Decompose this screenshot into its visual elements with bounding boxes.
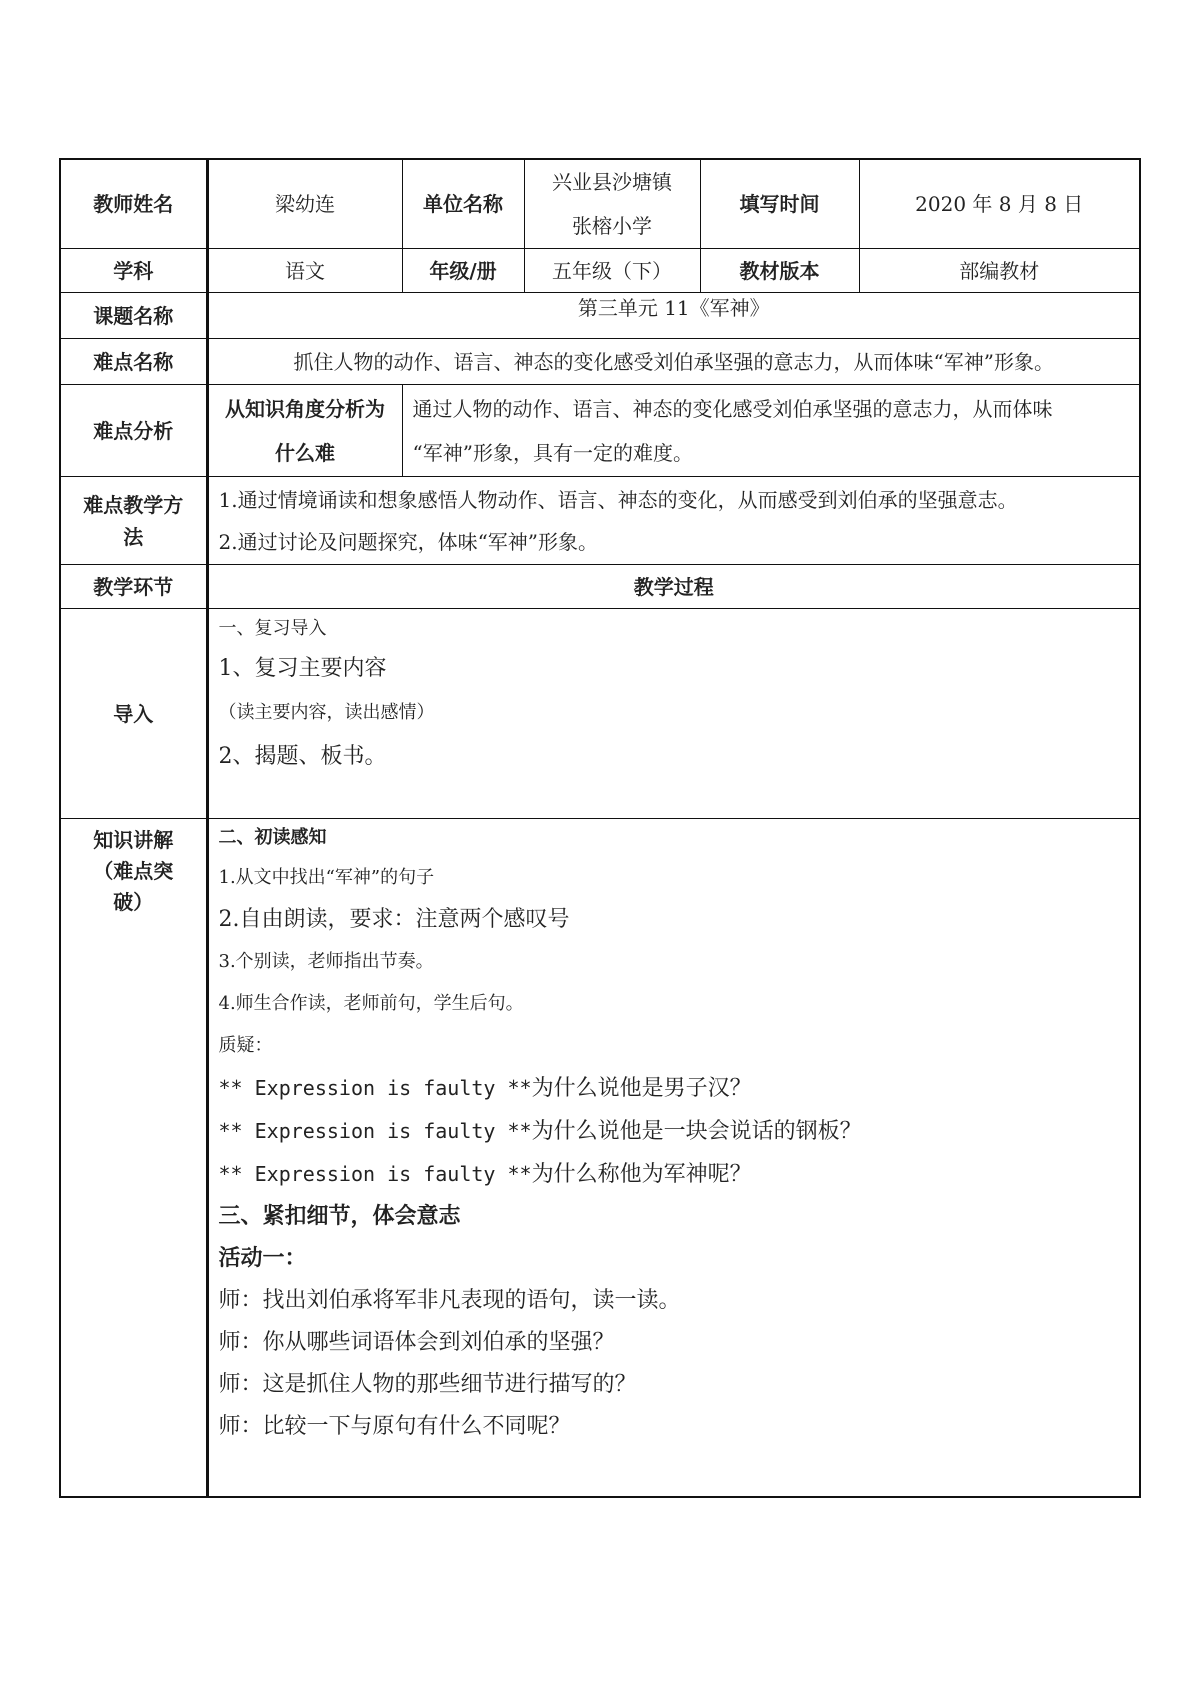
difficulty-label: 难点名称 [60, 339, 207, 385]
knowledge-heading-1: 二、初读感知 [218, 827, 327, 848]
subject-value: 语文 [207, 249, 402, 293]
analysis-sub-line-2: 什么难 [275, 440, 335, 465]
knowledge-label-line-3: 破） [113, 890, 154, 914]
topic-label: 课题名称 [60, 293, 207, 339]
method-label-line-1: 难点教学方 [83, 492, 184, 517]
teacher-line-2: 师：你从哪些词语体会到刘伯承的坚强？ [218, 1330, 615, 1355]
question-1-text: 为什么说他是男子汉？ [531, 1076, 752, 1101]
edition-label: 教材版本 [700, 249, 859, 293]
analysis-text-line-2: “军神”形象，具有一定的难度。 [412, 440, 693, 465]
intro-line-2: 1、复习主要内容 [218, 656, 387, 681]
analysis-text-line-1: 通过人物的动作、语言、神态的变化感受刘伯承坚强的意志力，从而体味 [412, 396, 1053, 421]
question-2-text: 为什么说他是一块会说话的钢板？ [531, 1119, 862, 1144]
difficulty-value: 抓住人物的动作、语言、神态的变化感受刘伯承坚强的意志力，从而体味“军神”形象。 [207, 339, 1140, 385]
intro-label: 导入 [60, 609, 207, 819]
row-process-header [60, 565, 1140, 609]
intro-content [207, 609, 1140, 819]
knowledge-line-1: 1.从文中找出“军神”的句子 [218, 867, 435, 888]
knowledge-line-5: 质疑： [218, 1035, 273, 1056]
row-intro [60, 609, 1140, 819]
knowledge-heading-2: 三、紧扣细节，体会意志 [218, 1204, 461, 1229]
expression-error-2: ** Expression is faulty ** [218, 1119, 532, 1143]
row-teacher-info [60, 159, 1140, 249]
subject-label: 学科 [60, 249, 207, 293]
row-subject [60, 249, 1140, 293]
knowledge-label [60, 819, 207, 1497]
topic-value: 第三单元 11《军神》 [207, 293, 1140, 339]
edition-value: 部编教材 [859, 249, 1140, 293]
analysis-sub-label [207, 385, 402, 477]
question-3-text: 为什么称他为军神呢？ [531, 1162, 752, 1187]
analysis-text [402, 385, 1140, 477]
date-label: 填写时间 [700, 159, 859, 249]
unit-label: 单位名称 [402, 159, 524, 249]
knowledge-line-4: 4.师生合作读，老师前句，学生后句。 [218, 993, 524, 1014]
knowledge-line-3: 3.个别读，老师指出节奏。 [218, 951, 434, 972]
question-2 [219, 1110, 1130, 1153]
question-3 [219, 1153, 1130, 1196]
intro-line-4: 2、揭题、板书。 [218, 744, 387, 769]
grade-label: 年级/册 [402, 249, 524, 293]
expression-error-1: ** Expression is faulty ** [218, 1076, 532, 1100]
teacher-name-value: 梁幼连 [207, 159, 402, 249]
row-method [60, 477, 1140, 565]
method-item-1: 1.通过情境诵读和想象感悟人物动作、语言、神态的变化，从而感受到刘伯承的坚强意志。 [218, 487, 1018, 512]
teacher-name-label: 教师姓名 [60, 159, 207, 249]
row-topic [60, 293, 1140, 339]
unit-line-2: 张榕小学 [572, 214, 652, 238]
teacher-line-4: 师：比较一下与原句有什么不同呢？ [218, 1414, 571, 1439]
question-1 [219, 1067, 1130, 1110]
method-text [207, 477, 1140, 565]
method-label [60, 477, 207, 565]
knowledge-heading-3: 活动一： [218, 1246, 307, 1271]
knowledge-label-line-1: 知识讲解 [93, 828, 174, 852]
row-difficulty [60, 339, 1140, 385]
knowledge-content [207, 819, 1140, 1497]
date-value: 2020 年 8 月 8 日 [859, 159, 1140, 249]
lesson-plan-table [59, 158, 1141, 1498]
unit-value [524, 159, 700, 249]
expression-error-3: ** Expression is faulty ** [218, 1162, 532, 1186]
method-label-line-2: 法 [123, 524, 144, 549]
grade-value: 五年级（下） [524, 249, 700, 293]
analysis-sub-line-1: 从知识角度分析为 [225, 396, 385, 421]
intro-line-3: （读主要内容，读出感情） [218, 702, 435, 723]
unit-line-1: 兴业县沙塘镇 [552, 170, 672, 194]
knowledge-line-2: 2.自由朗读，要求：注意两个感叹号 [218, 907, 570, 932]
row-analysis [60, 385, 1140, 477]
stage-header: 教学环节 [60, 565, 207, 609]
method-item-2: 2.通过讨论及问题探究，体味“军神”形象。 [218, 529, 599, 554]
intro-line-1: 一、复习导入 [218, 618, 327, 639]
knowledge-label-line-2: （难点突 [93, 859, 174, 883]
process-header: 教学过程 [207, 565, 1140, 609]
row-knowledge [60, 819, 1140, 1497]
teacher-line-3: 师：这是抓住人物的那些细节进行描写的？ [218, 1372, 637, 1397]
teacher-line-1: 师：找出刘伯承将军非凡表现的语句，读一读。 [218, 1288, 681, 1313]
analysis-label: 难点分析 [60, 385, 207, 477]
